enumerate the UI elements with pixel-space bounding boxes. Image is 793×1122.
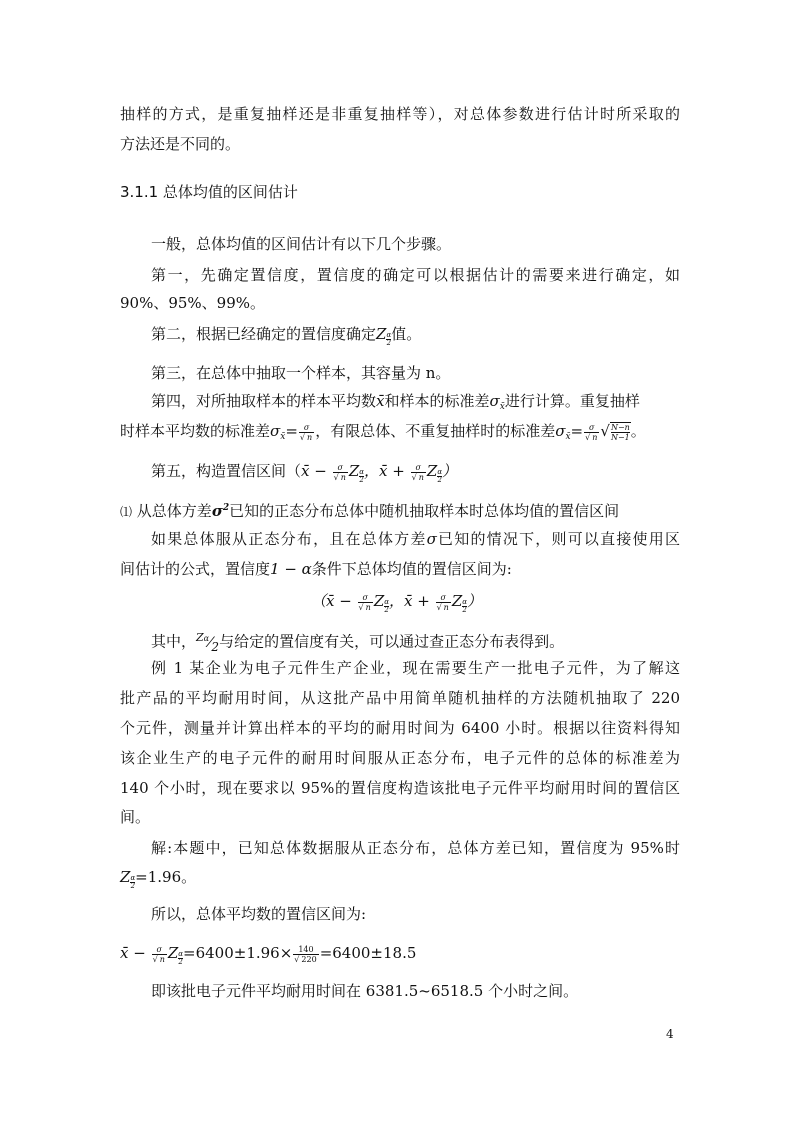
calc-lhs-formula: x̄ − $\frac{\sigma}{√ n}$ Z $\frac{\alpha}{2}$: [120, 944, 184, 966]
z-alpha-over-2-symbol: $^{Z\alpha}⁄_2$: [196, 631, 220, 654]
one-minus-alpha-symbol: 1 − α: [270, 560, 312, 578]
text-segment: 其中，: [151, 632, 197, 651]
text-segment: 条件下总体均值的置信区间为:: [311, 560, 512, 578]
text-segment: 如果总体服从正态分布，且在总体方差: [151, 530, 427, 548]
paragraph-line: 间。: [120, 808, 151, 826]
text-segment: 从总体方差: [136, 502, 212, 520]
text-segment: 。: [630, 422, 646, 440]
paragraph-line: 一般，总体均值的区间估计有以下几个步骤。: [151, 235, 452, 253]
step-two-text: 第二，根据已经确定的置信度确定: [151, 325, 377, 343]
paragraph-line: 方法还是不同的。: [120, 135, 241, 153]
text-segment: 时样本平均数的标准差: [120, 422, 271, 440]
text-segment: 第五，构造置信区间（: [151, 462, 302, 480]
fraction-numerator: 140: [293, 945, 318, 955]
solution-line-2: [120, 866, 680, 890]
step-two-suffix: 值。: [391, 325, 422, 343]
paragraph-line: 该企业生产的电子元件的耐用时间服从正态分布，电子元件的总体的标准差为: [120, 749, 680, 767]
page-number: 4: [666, 1027, 674, 1041]
paragraph-line: 例 1 某企业为电子元件生产企业，现在需要生产一批电子元件，为了解这: [151, 659, 680, 677]
text-segment: 与给定的置信度有关，可以通过查正态分布表得到。: [219, 632, 565, 651]
confidence-interval-formula: x̄ − $\frac{\sigma}{√ n}$ Z $\frac{\alpha}{2}$ ，x̄ + $\frac{\sigma}{√ n}$ Z $\frac{\alpha}{2}$ ）: [301, 462, 458, 484]
text-segment: 进行计算。重复抽样: [504, 392, 640, 410]
list-marker: ⑴: [120, 505, 133, 519]
text-segment: =6400±1.96×: [183, 944, 293, 962]
section-heading: 3.1.1 总体均值的区间估计: [120, 183, 298, 201]
step-two-line: [120, 323, 680, 347]
z-alpha-formula: Z $\frac{\alpha}{2}$: [376, 325, 392, 347]
fraction-denominator: 220: [301, 954, 317, 964]
z-alpha-formula: Z $\frac{\alpha}{2}$: [120, 868, 136, 890]
case-text-line-2: [120, 558, 680, 580]
finite-population-formula: $\sigma_{x̄}=$ $\frac{\sigma}{√ n}$ √ $\frac{N-n}{N-1}$: [555, 422, 630, 442]
text-segment: 已知的情况下，则可以直接使用区: [436, 530, 680, 548]
case-text-line-1: [120, 528, 680, 550]
step-five-line: [120, 460, 680, 484]
calculation-line: [120, 942, 680, 966]
text-segment: ，有限总体、不重复抽样时的标准差: [315, 422, 556, 440]
paragraph-line: 抽样的方式，是重复抽样还是非重复抽样等），对总体参数进行估计时所采取的: [120, 105, 680, 123]
paragraph-line: 解:本题中，已知总体数据服从正态分布，总体方差已知，置信度为 95%时: [151, 839, 680, 857]
step-four-line-1: [120, 390, 680, 418]
paragraph-line: 即该批电子元件平均耐用时间在 6381.5~6518.5 个小时之间。: [151, 982, 579, 1000]
sigma-xbar-symbol: $\sigma_{x̄}$: [489, 392, 505, 412]
paragraph-line: 批产品的平均耐用时间，从这批产品中用简单随机抽样的方法随机抽取了 220: [120, 689, 680, 707]
step-four-line-2: [120, 420, 680, 448]
text-segment: 已知的正态分布总体中随机抽取样本时总体均值的置信区间: [229, 502, 620, 520]
paragraph-line: 140 个小时，现在要求以 95%的置信度构造该批电子元件平均耐用时间的置信区: [120, 779, 680, 797]
text-segment: 第四，对所抽取样本的样本平均数: [151, 392, 377, 410]
text-segment: 间估计的公式，置信度: [120, 560, 271, 578]
paragraph-line: 90%、95%、99%。: [120, 294, 266, 312]
text-segment: 和样本的标准差: [384, 392, 490, 410]
paragraph-line: 个元件，测量并计算出样本的平均的耐用时间为 6400 小时。根据以往资料得知: [120, 719, 680, 737]
sigma-symbol: σ: [426, 530, 437, 548]
text-segment: =1.96。: [135, 868, 197, 886]
paragraph-line: 第一，先确定置信度，置信度的确定可以根据估计的需要来进行确定，如: [151, 266, 680, 284]
sigma-xbar-formula: $\sigma_{x̄}=$ $\frac{\sigma}{√ n}$: [270, 422, 313, 442]
case-heading: [120, 497, 680, 523]
x-bar-symbol: x̄: [376, 392, 385, 410]
note-line: [120, 627, 680, 657]
confidence-interval-formula: （x̄ − $\frac{\sigma}{√ n}$ Z $\frac{\alpha}{2}$ ，x̄ + $\frac{\sigma}{√ n}$ Z $\frac{\alpha}{2}$ ）: [310, 592, 483, 614]
paragraph-line: 所以，总体平均数的置信区间为:: [151, 905, 367, 923]
paragraph-line: 第三，在总体中抽取一个样本，其容量为 n。: [151, 364, 451, 382]
text-segment: =6400±18.5: [319, 944, 417, 962]
sigma-squared-symbol: $\sigma^2$: [211, 502, 230, 520]
calc-fraction: $\frac{140}{√ 220}$: [294, 944, 317, 964]
interval-formula-display: [120, 590, 673, 614]
